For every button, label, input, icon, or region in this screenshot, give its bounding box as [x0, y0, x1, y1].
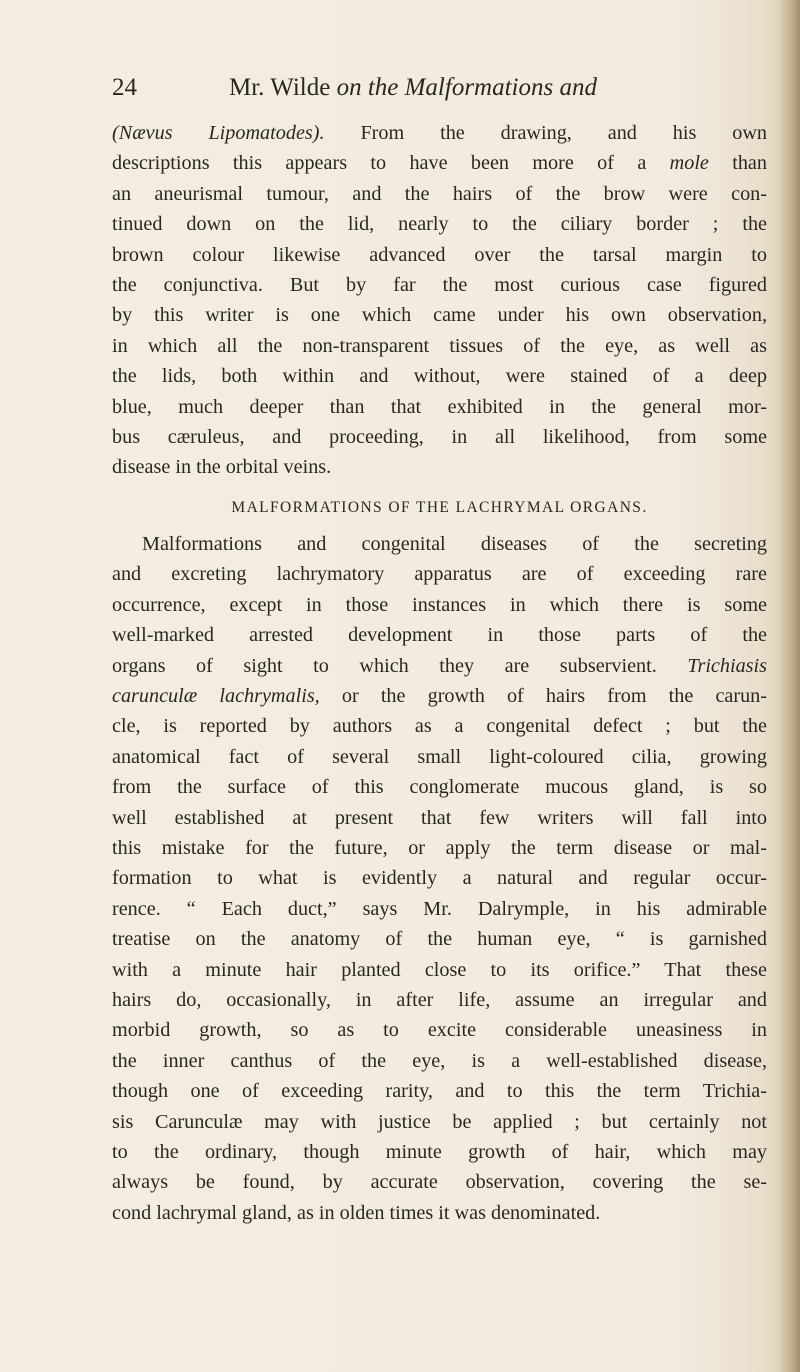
page-number: 24 [112, 74, 137, 101]
paragraph-2-line-12: formation to what is evidently a natural and regular occur- [112, 867, 767, 890]
paragraph-2-line-18: the inner canthus of the eye, is a well-established disease, [112, 1049, 767, 1072]
text-run: From the drawing, and his own [324, 122, 767, 144]
text-run: than [708, 152, 767, 175]
paragraph-2-line-1: Malformations and congenital diseases of the secreting [142, 533, 767, 556]
italic-term: (Nævus Lipomatodes). [112, 122, 325, 144]
text-run: organs of sight to which they are subservient. [112, 654, 657, 677]
paragraph-2-line-7: cle, is reported by authors as a congenital defect ; but the [112, 715, 767, 738]
paragraph-1-line-9: the lids, both within and without, were stained of a deep [112, 365, 767, 388]
paragraph-2-line-20: sis Carunculæ may with justice be applied ; but certainly not [112, 1110, 767, 1133]
text-run: descriptions this appears to have been more of a [112, 152, 647, 175]
paragraph-1-line-4: tinued down on the lid, nearly to the ciliary border ; the [112, 213, 767, 236]
paragraph-2-line-13: rence. “ Each duct,” says Mr. Dalrymple, in his admirable [112, 897, 767, 920]
paragraph-2-line-14: treatise on the anatomy of the human eye, “ is garnished [112, 928, 767, 951]
paragraph-1-line-6: the conjunctiva. But by far the most curious case figured [112, 273, 767, 296]
section-heading: MALFORMATIONS OF THE LACHRYMAL ORGANS. [231, 498, 648, 516]
paragraph-2-line-6 [112, 681, 767, 711]
running-head-subject: on the Malformations and [336, 74, 597, 101]
paragraph-1-line-11: bus cæruleus, and proceeding, in all likelihood, from some [112, 425, 767, 448]
text-run: or the growth of hairs from the carun- [319, 685, 768, 708]
paragraph-2-line-17: morbid growth, so as to excite considerable uneasiness in [112, 1019, 767, 1042]
paragraph-2-line-8: anatomical fact of several small light-coloured cilia, growing [112, 745, 767, 768]
page-binding-shadow [778, 0, 800, 1372]
running-head [112, 68, 772, 108]
italic-term: Trichiasis [687, 654, 767, 677]
paragraph-2-line-21: to the ordinary, though minute growth of hair, which may [112, 1140, 767, 1163]
running-head-author: Mr. Wilde [229, 74, 331, 101]
paragraph-2-line-23: cond lachrymal gland, as in olden times it was denominated. [112, 1201, 601, 1224]
paragraph-1-line-10: blue, much deeper than that exhibited in the general mor- [112, 395, 767, 418]
italic-term: carunculæ lachrymalis, [112, 685, 320, 708]
paragraph-2-line-5 [112, 651, 767, 681]
paragraph-2-line-3: occurrence, except in those instances in which there is some [112, 593, 767, 616]
paragraph-2-line-15: with a minute hair planted close to its orifice.” That these [112, 958, 767, 981]
italic-term: mole [669, 152, 709, 175]
paragraph-1-line-2 [112, 148, 767, 178]
paragraph-1-line-12: disease in the orbital veins. [112, 456, 332, 479]
paragraph-1-line-7: by this writer is one which came under his own observation, [112, 304, 767, 327]
running-head-title [229, 68, 597, 108]
paragraph-1-line-5: brown colour likewise advanced over the tarsal margin to [112, 243, 767, 266]
body-text [112, 118, 767, 1228]
paragraph-2-line-9: from the surface of this conglomerate mucous gland, is so [112, 776, 767, 799]
paragraph-2-line-11: this mistake for the future, or apply the term disease or mal- [112, 836, 767, 859]
paragraph-2-line-4: well-marked arrested development in those parts of the [112, 624, 767, 647]
paragraph-2-line-22: always be found, by accurate observation, covering the se- [112, 1171, 767, 1194]
paragraph-2-line-16: hairs do, occasionally, in after life, assume an irregular and [112, 988, 767, 1011]
paragraph-2-line-19: though one of exceeding rarity, and to this the term Trichia- [112, 1080, 767, 1103]
paragraph-2-line-2: and excreting lachrymatory apparatus are of exceeding rare [112, 563, 767, 586]
paragraph-1-line-8: in which all the non-transparent tissues of the eye, as well as [112, 334, 767, 357]
paragraph-2-line-10: well established at present that few writers will fall into [112, 806, 767, 829]
paragraph-1-line-3: an aneurismal tumour, and the hairs of the brow were con- [112, 182, 767, 205]
paragraph-1-line-1 [112, 118, 767, 148]
